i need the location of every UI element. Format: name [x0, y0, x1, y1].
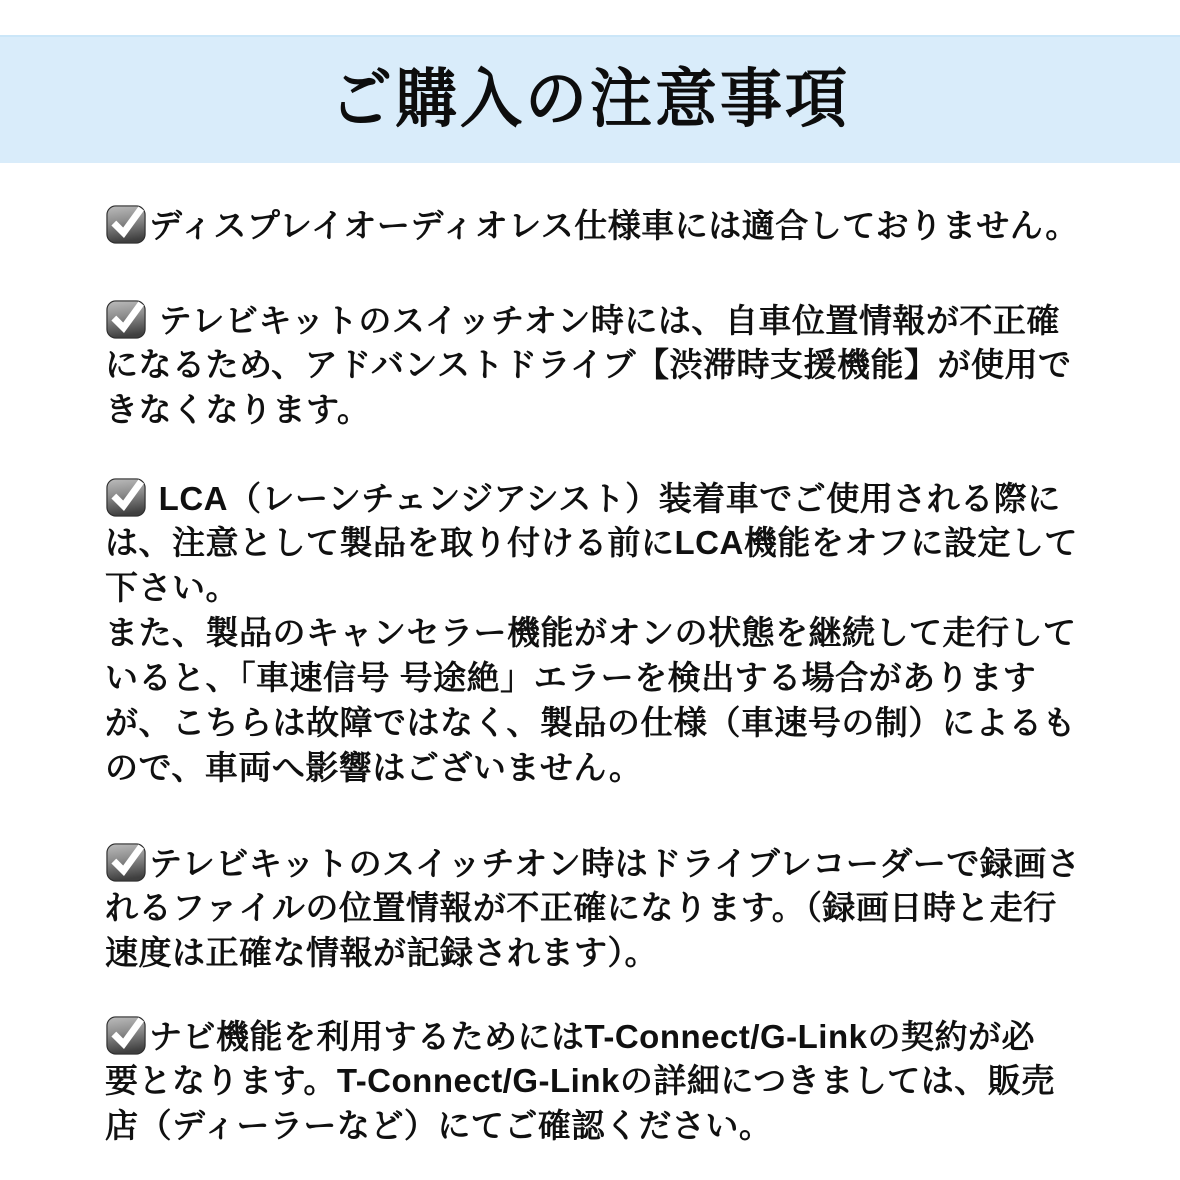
notice-item-tv-kit-position — [105, 297, 1080, 432]
header-band — [0, 35, 1180, 163]
notice-line: 要となります。T-Connect/G-Linkの詳細につきましては、販売 — [105, 1062, 1055, 1099]
notice-text: テレビキットのスイッチオン時には、自車位置情報が不正確 — [149, 302, 1060, 339]
notice-line — [105, 1013, 1080, 1058]
notice-line: いると、「車速信号 号途絶」エラーを検出する場合があります — [105, 659, 1037, 696]
notice-line: れるファイルの位置情報が不正確になります。（録画日時と走行 — [105, 889, 1057, 926]
notice-text: ディスプレイオーディオレス仕様車には適合しておりません。 — [149, 207, 1079, 244]
notice-item-display-audio — [105, 202, 1080, 247]
checkbox-checked-icon — [105, 202, 148, 245]
notice-line: 下さい。 — [105, 569, 239, 606]
notice-line: は、注意として製品を取り付ける前にLCA機能をオフに設定して — [105, 524, 1078, 561]
checkbox-checked-icon — [105, 1013, 148, 1056]
checkbox-checked-icon — [105, 297, 148, 340]
notice-line: 速度は正確な情報が記録されます）。 — [105, 934, 658, 971]
notices-section — [105, 202, 1080, 1148]
checkbox-checked-icon — [105, 475, 148, 518]
notice-item-lca — [105, 475, 1080, 790]
page-title: ご購入の注意事項 — [329, 63, 850, 136]
notice-line — [105, 475, 1080, 520]
notice-line — [105, 840, 1080, 885]
checkbox-checked-icon — [105, 840, 148, 883]
notice-item-drive-recorder — [105, 840, 1080, 975]
notice-line: きなくなります。 — [105, 391, 371, 428]
notice-text: LCA（レーンチェンジアシスト）装着車でご使用される際に — [149, 480, 1061, 517]
notice-line — [105, 202, 1080, 247]
notice-line: 店（ディーラーなど）にてご確認ください。 — [105, 1107, 773, 1144]
notice-text: ナビ機能を利用するためにはT-Connect/G-Linkの契約が必 — [149, 1018, 1035, 1055]
notice-line — [105, 297, 1080, 342]
notice-line: ので、車両へ影響はございません。 — [105, 749, 643, 786]
notice-item-tconnect — [105, 1013, 1080, 1148]
notice-line: また、製品のキャンセラー機能がオンの状態を継続して走行して — [105, 614, 1077, 651]
notice-line: が、こちらは故障ではなく、製品の仕様（車速号の制）によるも — [105, 704, 1076, 741]
notice-text: テレビキットのスイッチオン時はドライブレコーダーで録画さ — [149, 845, 1081, 882]
notice-line: になるため、アドバンストドライブ【渋滞時支援機能】が使用で — [105, 346, 1072, 383]
